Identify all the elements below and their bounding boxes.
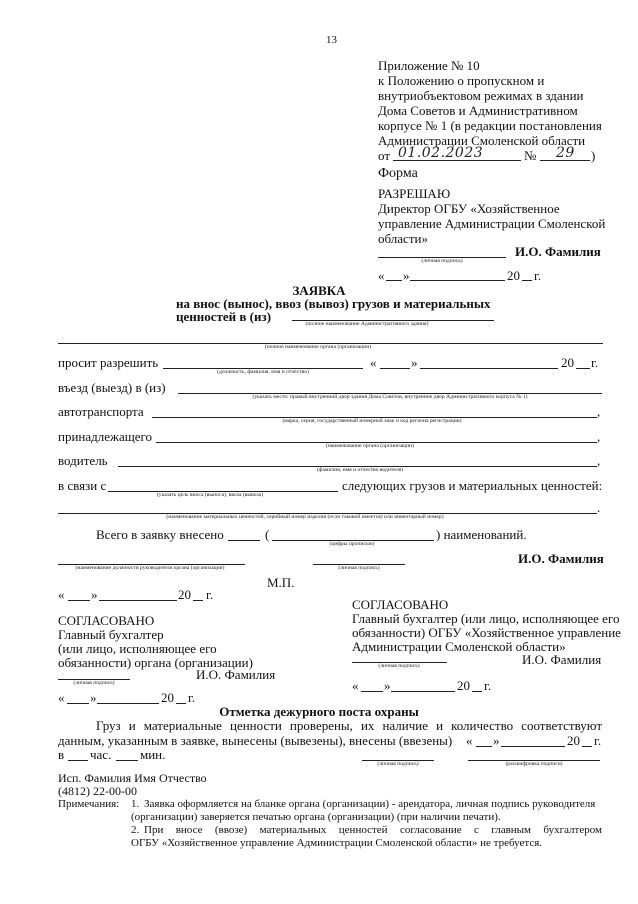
driver-label: водитель <box>58 453 108 468</box>
year-prefix: 20 <box>161 690 174 705</box>
note-2-line-1: При вносе (ввозе) материальных ценностей согласование с главным бухгалтером <box>144 824 602 836</box>
close-paren: ) <box>591 148 596 163</box>
minutes-line <box>116 760 138 761</box>
building-caption: (полное наименование Административного здания) <box>305 321 429 327</box>
year-suffix: г. <box>188 690 196 705</box>
dot: . <box>597 500 601 515</box>
stamp-label: М.П. <box>267 575 295 590</box>
year-prefix: 20 <box>561 355 574 370</box>
approve-line: Директор ОГБУ «Хозяйственное <box>378 201 560 216</box>
executor-phone: (4812) 22-00-00 <box>58 784 137 798</box>
year-suffix: г. <box>591 355 599 370</box>
agreed-line: обязанности) ОГБУ «Хозяйственное управление <box>352 625 621 640</box>
guard-line-1: Груз и материальные ценности проверены, их наличие и количество соответствуют <box>96 718 602 733</box>
quote-close: » <box>493 733 500 748</box>
approve-line: управление Администрации Смоленской <box>378 216 606 231</box>
purpose-label: в связи с <box>58 478 107 493</box>
quote-close: » <box>411 355 418 370</box>
guard-sign-caption: (личная подпись) <box>377 761 419 767</box>
quote-open: « <box>58 690 65 705</box>
comma: , <box>597 453 601 468</box>
purpose-suffix: следующих грузов и материальных ценностей: <box>342 478 603 493</box>
agreed-sign-caption: (личная подпись) <box>378 663 420 669</box>
quote-open: « <box>378 268 385 283</box>
year-prefix: 20 <box>507 268 520 283</box>
notes-label: Примечания: <box>58 798 120 810</box>
appendix-line: корпусе № 1 (в редакции постановления <box>378 118 602 133</box>
approve-sign-caption: (личная подпись) <box>421 258 463 264</box>
day-line <box>386 280 402 281</box>
total-label: Всего в заявку внесено <box>96 527 224 542</box>
year-suffix: г. <box>534 268 542 283</box>
note-2-number: 2. <box>131 824 140 836</box>
year-line <box>472 691 482 692</box>
appendix-line: внутриобъектовом режимах в здании <box>378 88 584 103</box>
year-suffix: г. <box>594 733 602 748</box>
quote-open: « <box>370 355 377 370</box>
appendix-line: Дома Советов и Административном <box>378 103 578 118</box>
purpose-caption: (указать цель вноса (выноса), ввоза (вывоза) <box>156 492 264 498</box>
approve-name: И.О. Фамилия <box>515 244 601 259</box>
comma: , <box>597 404 601 419</box>
driver-caption: (фамилия, имя и отчество водителя) <box>316 467 404 473</box>
number-sign: № <box>524 148 537 163</box>
agreed-name: И.О. Фамилия <box>522 652 602 667</box>
vehicle-caption: (марка, серия, государственный номерной знак и код региона регистрации) <box>282 418 462 424</box>
agreed-line: Администрации Смоленской области» <box>352 639 566 654</box>
hours-label: час. <box>90 747 112 762</box>
guard-line-2: данным, указанным в заявке, вынесены (вывезены), внесены (ввезены) <box>58 733 453 748</box>
quote-open: « <box>58 587 65 602</box>
agreed-line: Главный бухгалтер (или лицо, исполняющее его <box>352 611 620 626</box>
approve-line: области» <box>378 231 428 246</box>
asks-label: просит разрешить <box>58 355 159 370</box>
note-1-line-2: (организации) заверяется печатью органа (организации) (при наличии печати). <box>131 811 501 823</box>
words-caption: (цифры прописью) <box>329 541 375 547</box>
title-line-2: ценностей в (из) <box>176 309 272 324</box>
day-line <box>380 368 410 369</box>
year-suffix: г. <box>484 678 492 693</box>
month-line <box>99 600 177 601</box>
number-line <box>540 160 590 161</box>
year-prefix: 20 <box>178 587 191 602</box>
handwritten-number: 29 <box>556 145 575 161</box>
quote-close: » <box>403 268 410 283</box>
handwritten-date: 01.02.2023 <box>398 145 484 161</box>
at-prefix: в <box>58 747 65 762</box>
year-line <box>582 746 592 747</box>
agreed-name: И.О. Фамилия <box>196 667 276 682</box>
entry-caption: (указать место: правый внутренний двор здания Дома Советов, внутренние двор Административного корпуса № 1) <box>252 394 528 400</box>
minutes-label: мин. <box>140 747 166 762</box>
quote-close: » <box>91 587 98 602</box>
head-position-caption: (наименование должности руководителя органа (организации) <box>75 565 225 571</box>
agreed-line: обязанности) органа (организации) <box>58 655 253 670</box>
note-2-line-2: ОГБУ «Хозяйственное управление Администрации Смоленской области» не требуется. <box>131 837 543 849</box>
quote-open: « <box>466 733 473 748</box>
org-name-caption: (полное наименование органа (организации) <box>264 344 372 350</box>
year-line <box>193 600 203 601</box>
agreed-line: Главный бухгалтер <box>58 627 164 642</box>
year-line <box>522 280 532 281</box>
appendix-line: к Положению о пропускном и <box>378 73 545 88</box>
day-line <box>68 600 90 601</box>
day-line <box>361 691 383 692</box>
total-count-line <box>228 540 260 541</box>
year-prefix: 20 <box>567 733 580 748</box>
approve-title: РАЗРЕШАЮ <box>378 186 451 201</box>
quote-close: » <box>90 690 97 705</box>
quote-close: » <box>384 678 391 693</box>
month-line <box>410 280 505 281</box>
form-label: Форма <box>378 166 418 181</box>
total-suffix: ) наименований. <box>436 527 527 542</box>
month-line <box>420 368 558 369</box>
from-prefix: от <box>378 148 391 163</box>
comma: , <box>597 429 601 444</box>
guard-decode-caption: (расшифровка подписи) <box>505 761 563 767</box>
day-line <box>476 746 492 747</box>
month-line <box>391 691 455 692</box>
entry-label: въезд (выезд) в (из) <box>58 380 166 395</box>
date-line <box>393 160 521 161</box>
month-line <box>501 746 565 747</box>
executor-name: Исп. Фамилия Имя Отчество <box>58 771 207 785</box>
document-title: ЗАЯВКА <box>292 283 346 298</box>
open-paren: ( <box>265 527 270 542</box>
agreed-sign-caption: (личная подпись) <box>73 680 115 686</box>
guard-title: Отметка дежурного поста охраны <box>219 704 419 719</box>
goods-caption: (наименование материальных ценностей, серийный номер изделия (если таковой имеется) или инвентарный номер) <box>166 514 444 520</box>
appendix-line: Администрации Смоленской области <box>378 133 586 148</box>
year-suffix: г. <box>206 587 214 602</box>
year-prefix: 20 <box>457 678 470 693</box>
note-1-number: 1. <box>131 798 140 810</box>
note-1-line-1: Заявка оформляется на бланке органа (организации) - арендатора, личная подпись руководителя <box>144 798 596 810</box>
quote-open: « <box>352 678 359 693</box>
title-line-1: на внос (вынос), ввоз (вывоз) грузов и материальных <box>176 296 491 311</box>
year-line <box>576 368 590 369</box>
page-number: 13 <box>326 34 337 46</box>
owner-label: принадлежащего <box>58 429 153 444</box>
owner-caption: (наименование органа (организации) <box>325 443 415 449</box>
agreed-line: (или лицо, исполняющее его <box>58 641 217 656</box>
hours-line <box>68 760 88 761</box>
position-caption: (должность, фамилия, имя и отчество) <box>217 369 309 375</box>
agreed-title: СОГЛАСОВАНО <box>58 613 155 628</box>
appendix-line: Приложение № 10 <box>378 58 480 73</box>
head-name: И.О. Фамилия <box>518 551 604 566</box>
vehicle-label: автотранспорта <box>58 404 144 419</box>
head-sign-caption: (личная подпись) <box>338 565 380 571</box>
agreed-title: СОГЛАСОВАНО <box>352 597 449 612</box>
